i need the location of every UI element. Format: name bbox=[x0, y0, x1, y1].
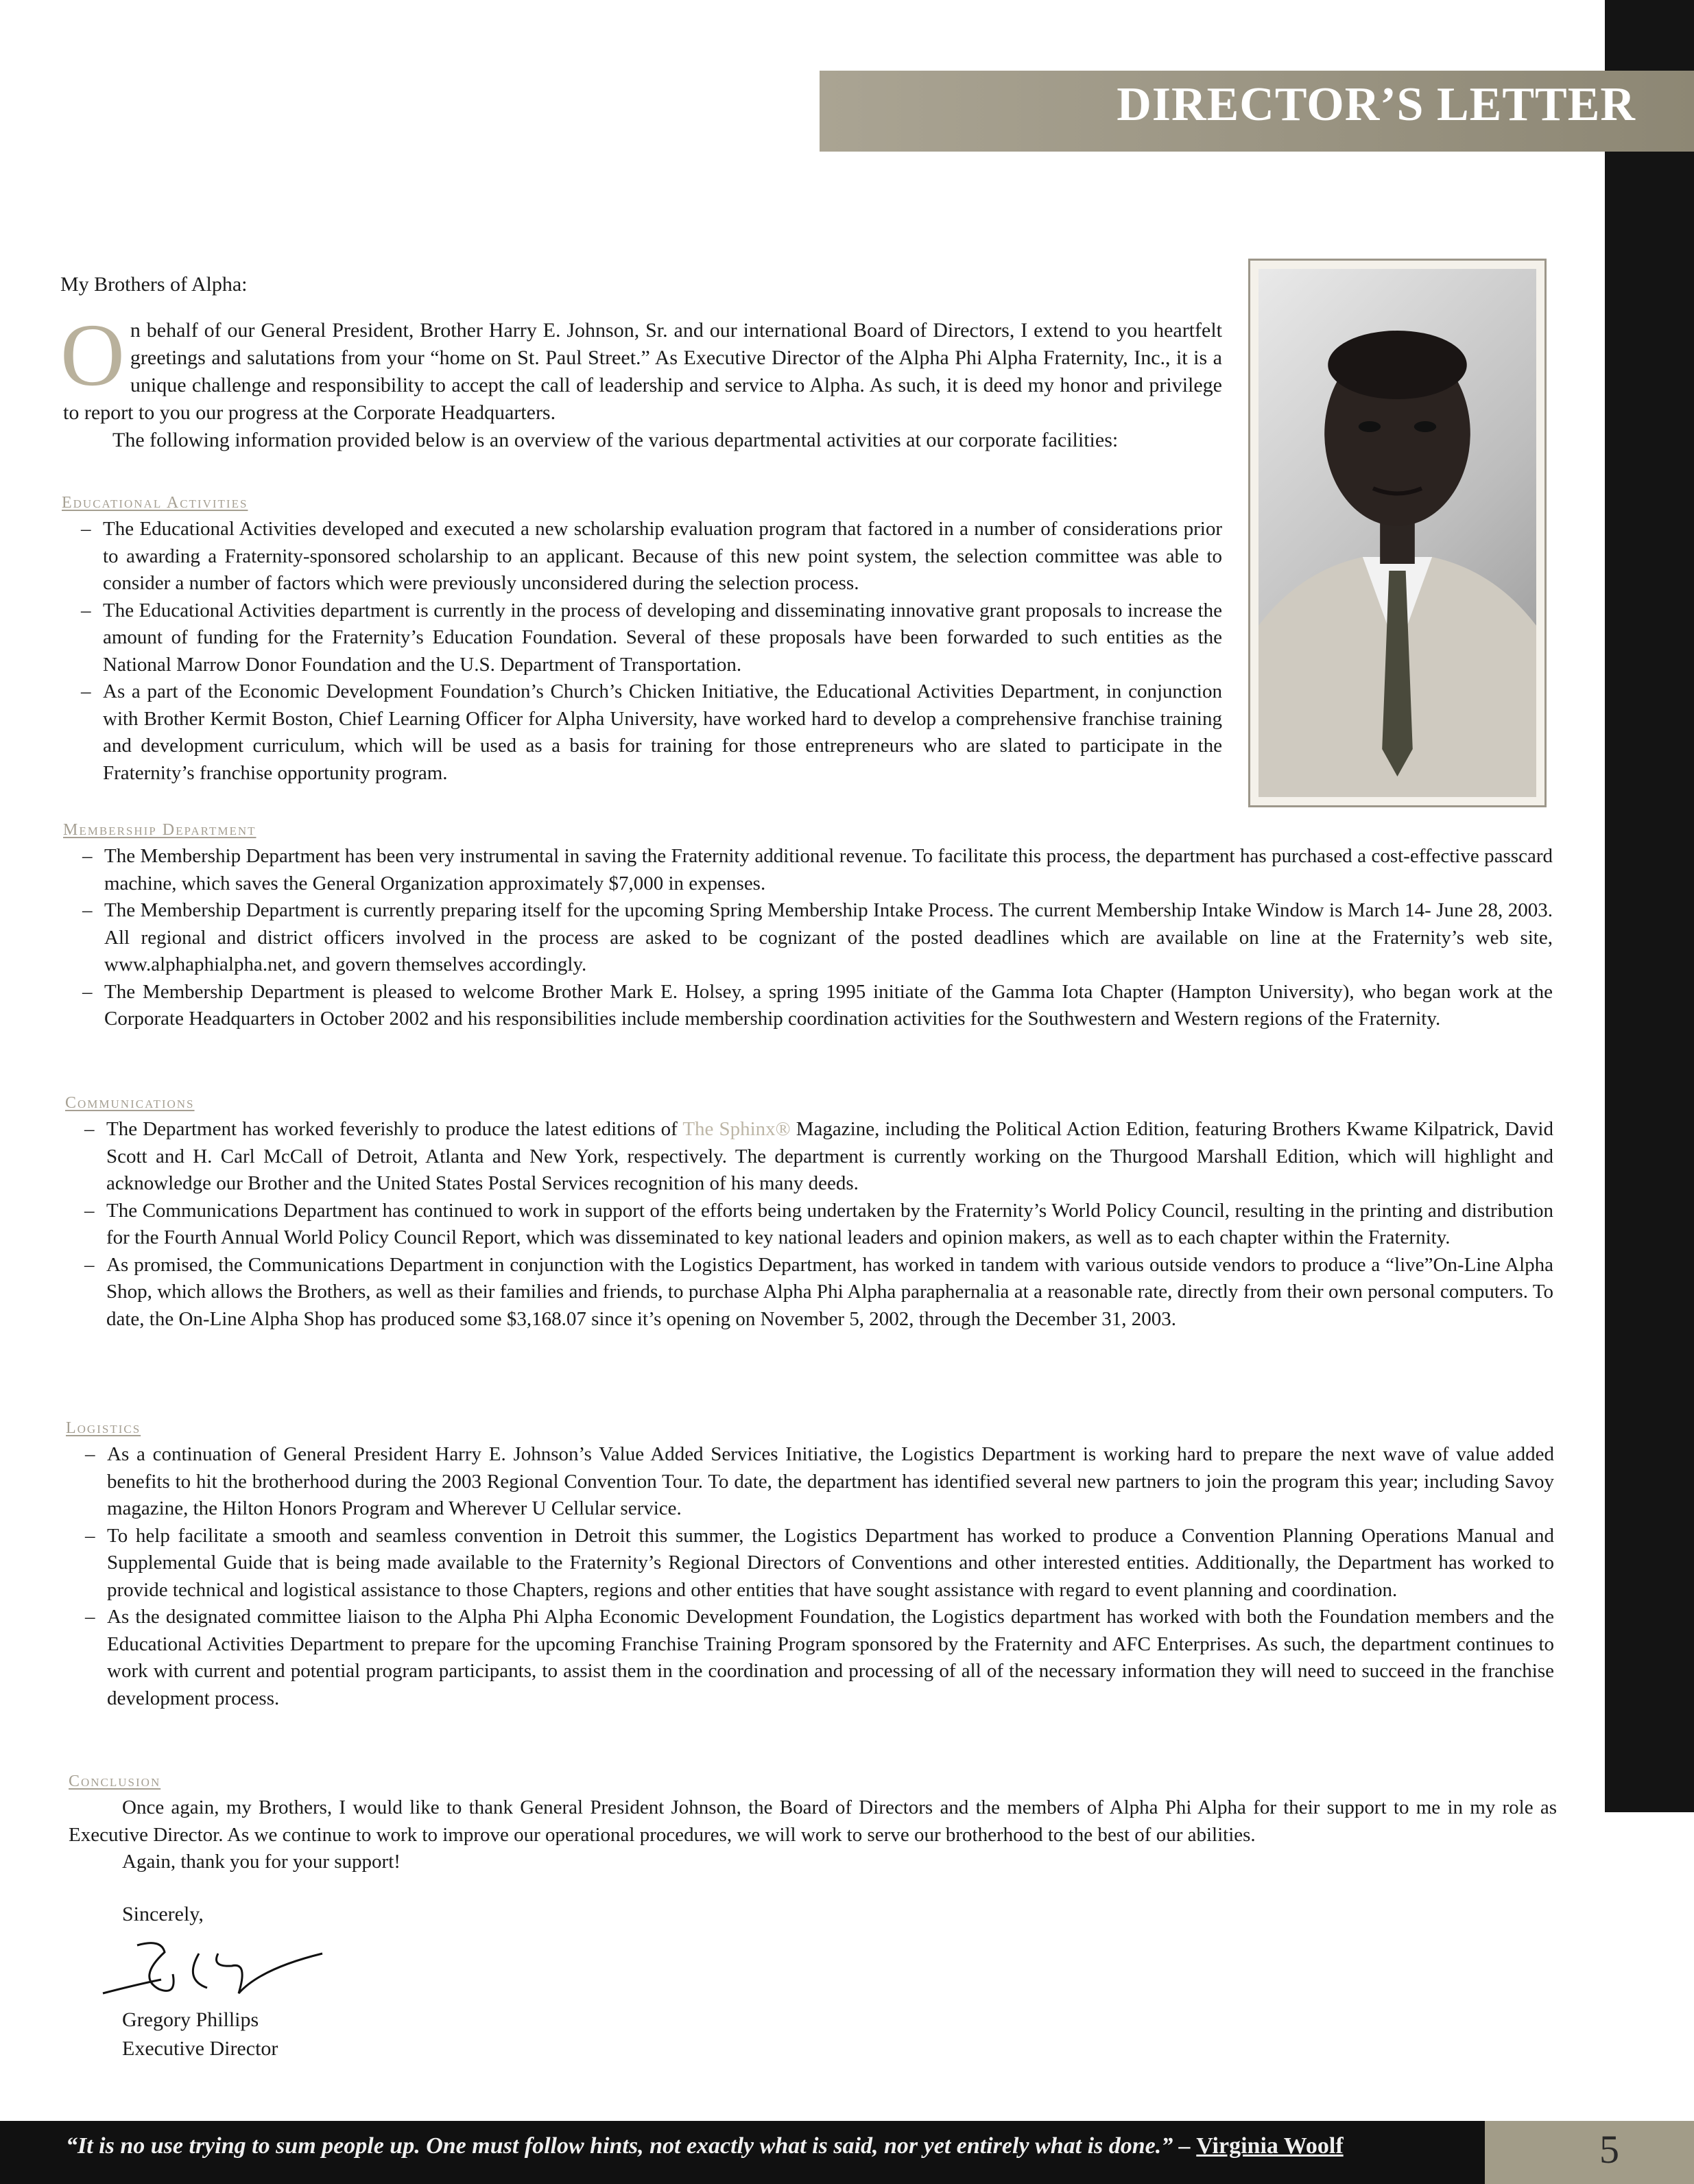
section-title-conclusion: Conclusion bbox=[69, 1772, 161, 1790]
director-photo bbox=[1258, 269, 1536, 797]
section-membership-department bbox=[63, 817, 1553, 1033]
quote-author: Virginia Woolf bbox=[1196, 2133, 1344, 2159]
bullet-item: – The Educational Activities department is currently in the process of developing and disseminating innovative grant proposals to increase the amount of funding for the Fraternity’s Education Foundation. Several of these proposals have been forwarded to such entities as the National Marrow Donor Foundation and the U.S. Department of Transportation. bbox=[62, 597, 1222, 679]
portrait-illustration bbox=[1258, 269, 1536, 797]
bullet-item: – The Membership Department has been very instrumental in saving the Fraternity additional revenue. To facilitate this process, the department has purchased a cost-effective passcard machine, which saves the General Organization approximately $7,000 in expenses. bbox=[63, 843, 1553, 897]
intro-follow-text: The following information provided below is an overview of the various departmental activities at our corporate facilities: bbox=[112, 429, 1119, 451]
section-title-communications: Communications bbox=[65, 1094, 195, 1112]
section-educational-activities bbox=[62, 490, 1222, 787]
quote-text: “It is no use trying to sum people up. One must follow hints, not exactly what is said, nor yet entirely what is done.” – bbox=[66, 2133, 1197, 2159]
signer-name: Gregory Phillips bbox=[122, 2008, 259, 2031]
bullet-item: – As the designated committee liaison to the Alpha Phi Alpha Economic Development Foundation, the Logistics department has worked with both the Foundation members and the Educational Activities Department to prepare for the upcoming Franchise Training Program sponsored by the Fraternity and AFC Enterprises. As such, the department continues to work with current and potential program participants, to assist them in the coordination and processing of all of the necessary information they will need to succeed in the franchise development process. bbox=[66, 1604, 1554, 1712]
footer-page-block bbox=[1485, 2121, 1694, 2184]
salutation: My Brothers of Alpha: bbox=[60, 273, 248, 296]
signature bbox=[96, 1926, 350, 2007]
bullet-item: – As a part of the Economic Development Foundation’s Church’s Chicken Initiative, the Educational Activities Department, in conjunction with Brother Kermit Boston, Chief Learning Officer for Alpha University, have worked hard to develop a comprehensive franchise training and development curriculum, which will be used as a basis for training for those entrepreneurs who are slated to participate in the Fraternity’s franchise opportunity program. bbox=[62, 678, 1222, 787]
right-edge-bar bbox=[1605, 0, 1694, 1812]
conclusion-paragraph: Once again, my Brothers, I would like to thank General President Johnson, the Board of Directors and the members of Alpha Phi Alpha for their support to me in my role as Executive Director. As we continue to work to improve our operational procedures, we will work to serve our brotherhood to the best of our abilities. bbox=[69, 1796, 1557, 1846]
bullet-text: The Department has worked feverishly to produce the latest editions of bbox=[106, 1118, 683, 1140]
section-conclusion bbox=[69, 1768, 1557, 1876]
conclusion-thanks: Again, thank you for your support! bbox=[122, 1851, 401, 1873]
sphinx-magazine-title: The Sphinx® bbox=[682, 1118, 791, 1140]
bullet-item: – As a continuation of General President Harry E. Johnson’s Value Added Services Initiative, the Logistics Department is working hard to prepare the next wave of value added benefits to hit the brotherhood during the 2003 Regional Convention Tour. To date, the department has identified several new partners to join the program this year; including Savoy magazine, the Hilton Honors Program and Wherever U Cellular service. bbox=[66, 1441, 1554, 1523]
bullet-item: – As promised, the Communications Department in conjunction with the Logistics Department, has worked in tandem with various outside vendors to produce a “live”On-Line Alpha Shop, which allows the Brothers, as well as their families and friends, to purchase Alpha Phi Alpha paraphernalia at a reasonable rate, directly from their own personal computers. To date, the On-Line Alpha Shop has produced some $3,168.07 since it’s opening on November 5, 2002, through the December 31, 2003. bbox=[65, 1252, 1553, 1333]
bullet-item bbox=[65, 1116, 1553, 1198]
bullet-item: – The Educational Activities developed and executed a new scholarship evaluation program that factored in a number of considerations prior to awarding a Fraternity-sponsored scholarship to an applicant. Because of this new point system, the selection committee was able to consider a number of factors which were previously unconsidered during the selection process. bbox=[62, 516, 1222, 597]
bullet-item: – The Communications Department has continued to work in support of the efforts being undertaken by the Fraternity’s World Policy Council, resulting in the printing and distribution for the Fourth Annual World Policy Council Report, which was disseminated to key national leaders and opinion makers, as well as to each chapter within the Fraternity. bbox=[65, 1198, 1553, 1252]
bullet-item: – To help facilitate a smooth and seamless convention in Detroit this summer, the Logistics Department has worked to produce a Convention Planning Operations Manual and Supplemental Guide that is being made available to the Fraternity’s Regional Directors of Conventions and other interested entities. Additionally, the Department has worked to provide technical and logistical assistance to those Chapters, regions and other entities that have sought assistance with regard to event planning and coordination. bbox=[66, 1523, 1554, 1604]
page-title: DIRECTOR’S LETTER bbox=[1117, 78, 1636, 131]
page-number: 5 bbox=[1599, 2127, 1619, 2172]
footer-quote bbox=[66, 2133, 1344, 2159]
intro-text: n behalf of our General President, Brother Harry E. Johnson, Sr. and our international Board of Directors, I extend to you heartfelt greetings and salutations from your “home on St. Paul Street.” As Executive Director of the Alpha Phi Alpha Fraternity, Inc., it is a unique challenge and responsibility to accept the call of leadership and service to Alpha. As such, it is deed my honor and privilege to report to you our progress at the Corporate Headquarters. bbox=[63, 319, 1222, 424]
signer-block bbox=[122, 2006, 278, 2063]
drop-cap: O bbox=[60, 306, 125, 405]
bullet-item: – The Membership Department is pleased to welcome Brother Mark E. Holsey, a spring 1995 initiate of the Gamma Iota Chapter (Hampton University), who began work at the Corporate Headquarters in October 2002 and his responsibilities include membership coordination activities for the Southwestern and Western regions of the Fraternity. bbox=[63, 979, 1553, 1033]
bullet-text: Magazine, including the Political Action Edition, featuring Brothers Kwame Kilpatrick, David Scott and H. Carl McCall of Detroit, Atlanta and New York, respectively. The department is currently working on the Thurgood Marshall Edition, which will highlight and acknowledge our Brother and the United States Postal Services recognition of his many deeds. bbox=[106, 1118, 1553, 1194]
closing: Sincerely, bbox=[122, 1903, 204, 1925]
intro-paragraph bbox=[60, 306, 1222, 454]
signer-title: Executive Director bbox=[122, 2037, 278, 2060]
section-title-membership: Membership Department bbox=[63, 821, 257, 839]
section-title-logistics: Logistics bbox=[66, 1419, 141, 1437]
bullet-item: – The Membership Department is currently preparing itself for the upcoming Spring Membership Intake Process. The current Membership Intake Window is March 14- June 28, 2003. All regional and district officers involved in the process are asked to be cognizant of the posted deadlines which are available on line at the Fraternity’s web site, www.alphaphialpha.net, and govern themselves accordingly. bbox=[63, 897, 1553, 979]
section-communications bbox=[65, 1090, 1553, 1333]
section-title-educational: Educational Activities bbox=[62, 494, 248, 512]
section-logistics bbox=[66, 1415, 1554, 1712]
director-photo-frame bbox=[1248, 259, 1547, 807]
header-banner bbox=[820, 71, 1694, 152]
